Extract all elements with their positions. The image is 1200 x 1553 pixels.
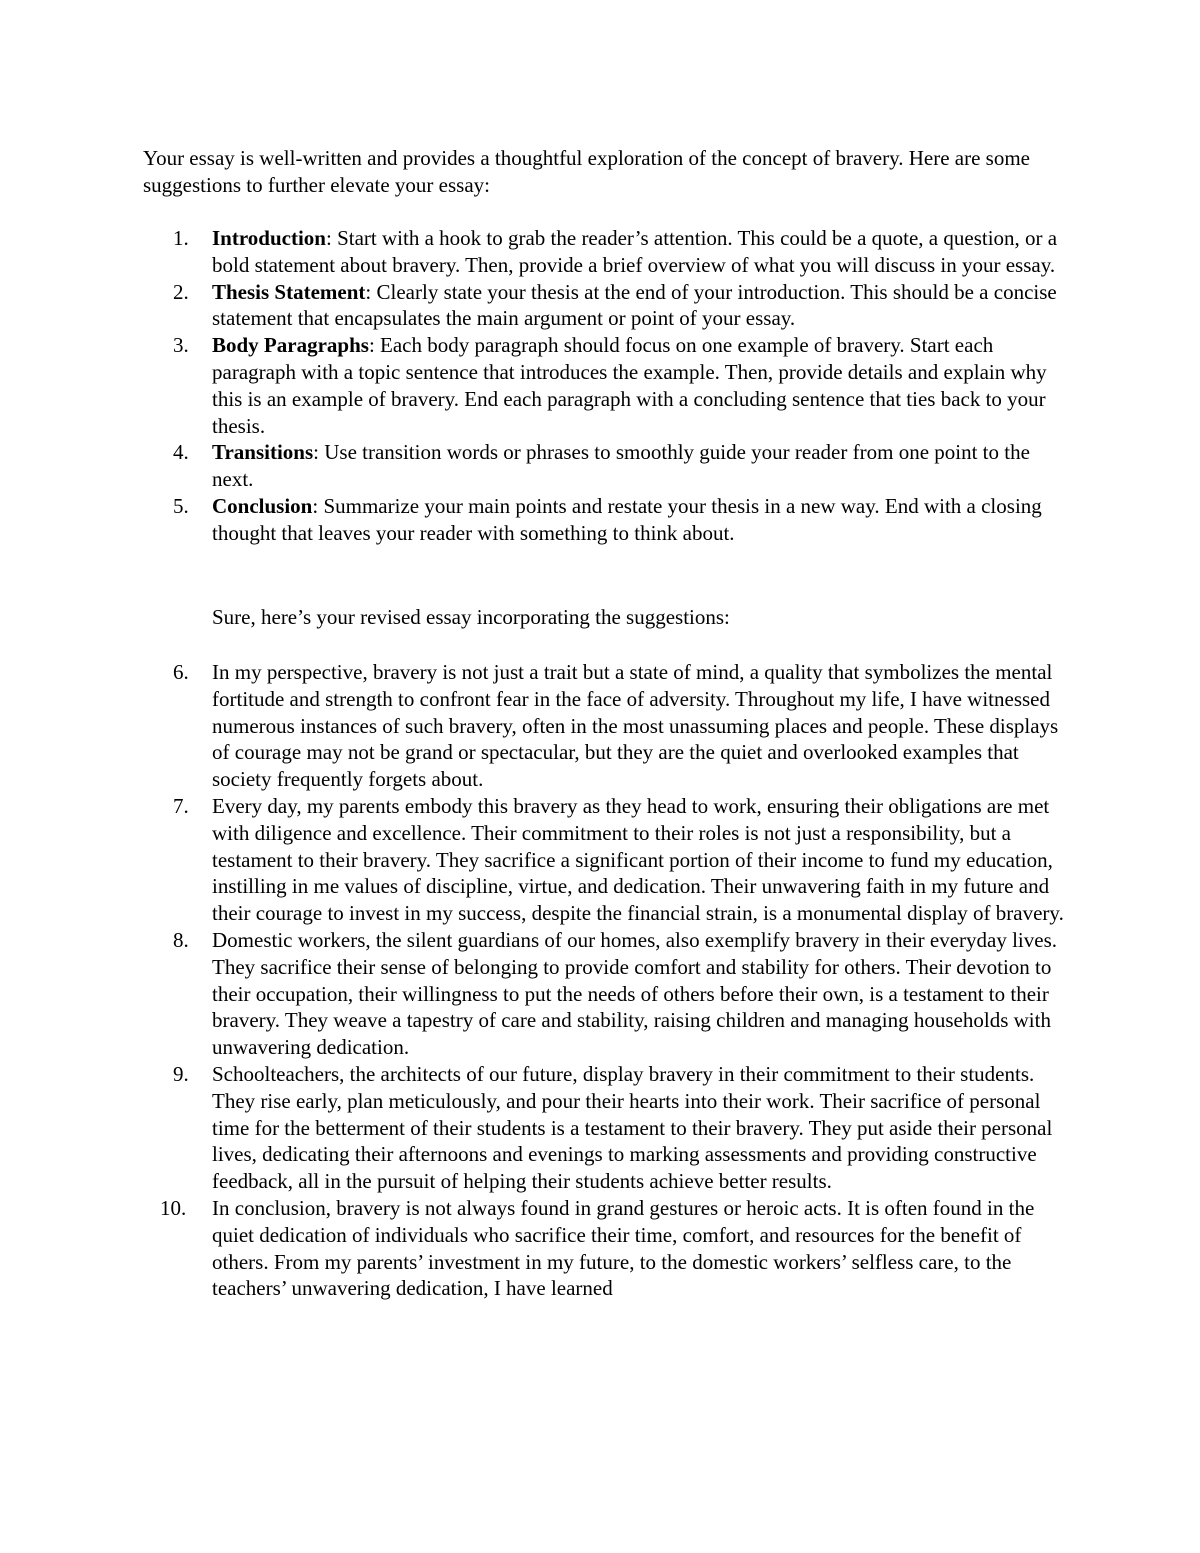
- suggestion-text: : Use transition words or phrases to smoothly guide your reader from one point to the next.: [212, 440, 1030, 492]
- list-number: 8.: [173, 927, 189, 952]
- list-item: [143, 1195, 1068, 1302]
- essay-paragraph-text: Every day, my parents embody this bravery as they head to work, ensuring their obligations are met with diligence and excellence. Their commitment to their roles is not just a responsibility, but a testament to their bravery. They sacrifice a significant portion of their income to fund my education, instilling in me values of discipline, virtue, and dedication. Their unwavering faith in my future and their courage to invest in my success, despite the financial strain, is a monumental display of bravery.: [212, 793, 1064, 926]
- list-number: 4.: [173, 440, 189, 465]
- suggestion-term: Body Paragraphs: [212, 333, 369, 358]
- list-item: [143, 439, 1068, 493]
- intro-paragraph: Your essay is well-written and provides a thoughtful exploration of the concept of bravery. Here are some suggestions to further elevate your essay:: [143, 146, 1030, 197]
- suggestion-text: : Start with a hook to grab the reader’s attention. This could be a quote, a question, or a bold statement about bravery. Then, provide a brief overview of what you will discuss in your essay.: [212, 226, 1058, 277]
- suggestion-term: Conclusion: [212, 493, 313, 518]
- list-item: [143, 793, 1068, 927]
- list-item: [143, 1061, 1068, 1195]
- suggestion-text: : Clearly state your thesis at the end of your introduction. This should be a concise statement that encapsulates the main argument or point of your essay.: [212, 279, 1057, 331]
- suggestion-term: Transitions: [212, 440, 314, 465]
- list-number: 5.: [173, 493, 189, 518]
- list-item: [143, 332, 1068, 439]
- list-number: 7.: [173, 793, 189, 818]
- list-item: [143, 927, 1068, 1061]
- list-number: 2.: [173, 279, 189, 304]
- list-number: 3.: [173, 333, 189, 358]
- list-item: [143, 279, 1068, 333]
- essay-paragraph-text: Domestic workers, the silent guardians of our homes, also exemplify bravery in their everyday lives. They sacrifice their sense of belonging to provide comfort and stability for others. Their devotion to their occupation, their willingness to put the needs of others before their own, is a testament to their bravery. They weave a tapestry of care and stability, raising children and managing households with unwavering dedication.: [212, 927, 1058, 1060]
- list-item: [143, 659, 1068, 793]
- list-number: 6.: [173, 660, 189, 684]
- suggestion-text: : Summarize your main points and restate your thesis in a new way. End with a closing thought that leaves your reader with something to think about.: [212, 493, 1042, 545]
- suggestions-list: [143, 225, 1068, 547]
- essay-paragraphs-list: [143, 659, 1068, 1302]
- list-item: [143, 225, 1068, 279]
- revised-essay-intro: Sure, here’s your revised essay incorporating the suggestions:: [212, 605, 730, 629]
- suggestion-term: Thesis Statement: [212, 279, 366, 304]
- essay-paragraph-text: In my perspective, bravery is not just a trait but a state of mind, a quality that symbolizes the mental fortitude and strength to confront fear in the face of adversity. Throughout my life, I have witnessed numerous instances of such bravery, often in the most unassuming places and people. These displays of courage may not be grand or spectacular, but they are the quiet and overlooked examples that society frequently forgets about.: [212, 660, 1059, 792]
- suggestion-term: Introduction: [212, 226, 326, 250]
- list-number: 10.: [160, 1195, 187, 1220]
- essay-paragraph-text: Schoolteachers, the architects of our future, display bravery in their commitment to their students. They rise early, plan meticulously, and pour their hearts into their work. Their sacrifice of personal time for the betterment of their students is a testament to their bravery. They put aside their personal lives, dedicating their afternoons and evenings to marking assessments and providing constructive feedback, all in the pursuit of helping their students achieve better results.: [212, 1061, 1053, 1194]
- list-item: [143, 493, 1068, 547]
- list-number: 1.: [173, 226, 189, 250]
- suggestion-text: : Each body paragraph should focus on one example of bravery. Start each paragraph with a topic sentence that introduces the example. Then, provide details and explain why this is an example of bravery. End each paragraph with a concluding sentence that ties back to your thesis.: [212, 333, 1047, 438]
- essay-paragraph-text: In conclusion, bravery is not always found in grand gestures or heroic acts. It is often found in the quiet dedication of individuals who sacrifice their time, comfort, and resources for the benefit of others. From my parents’ investment in my future, to the domestic workers’ selfless care, to the teachers’ unwavering dedication, I have learned: [212, 1195, 1035, 1301]
- list-number: 9.: [173, 1061, 189, 1086]
